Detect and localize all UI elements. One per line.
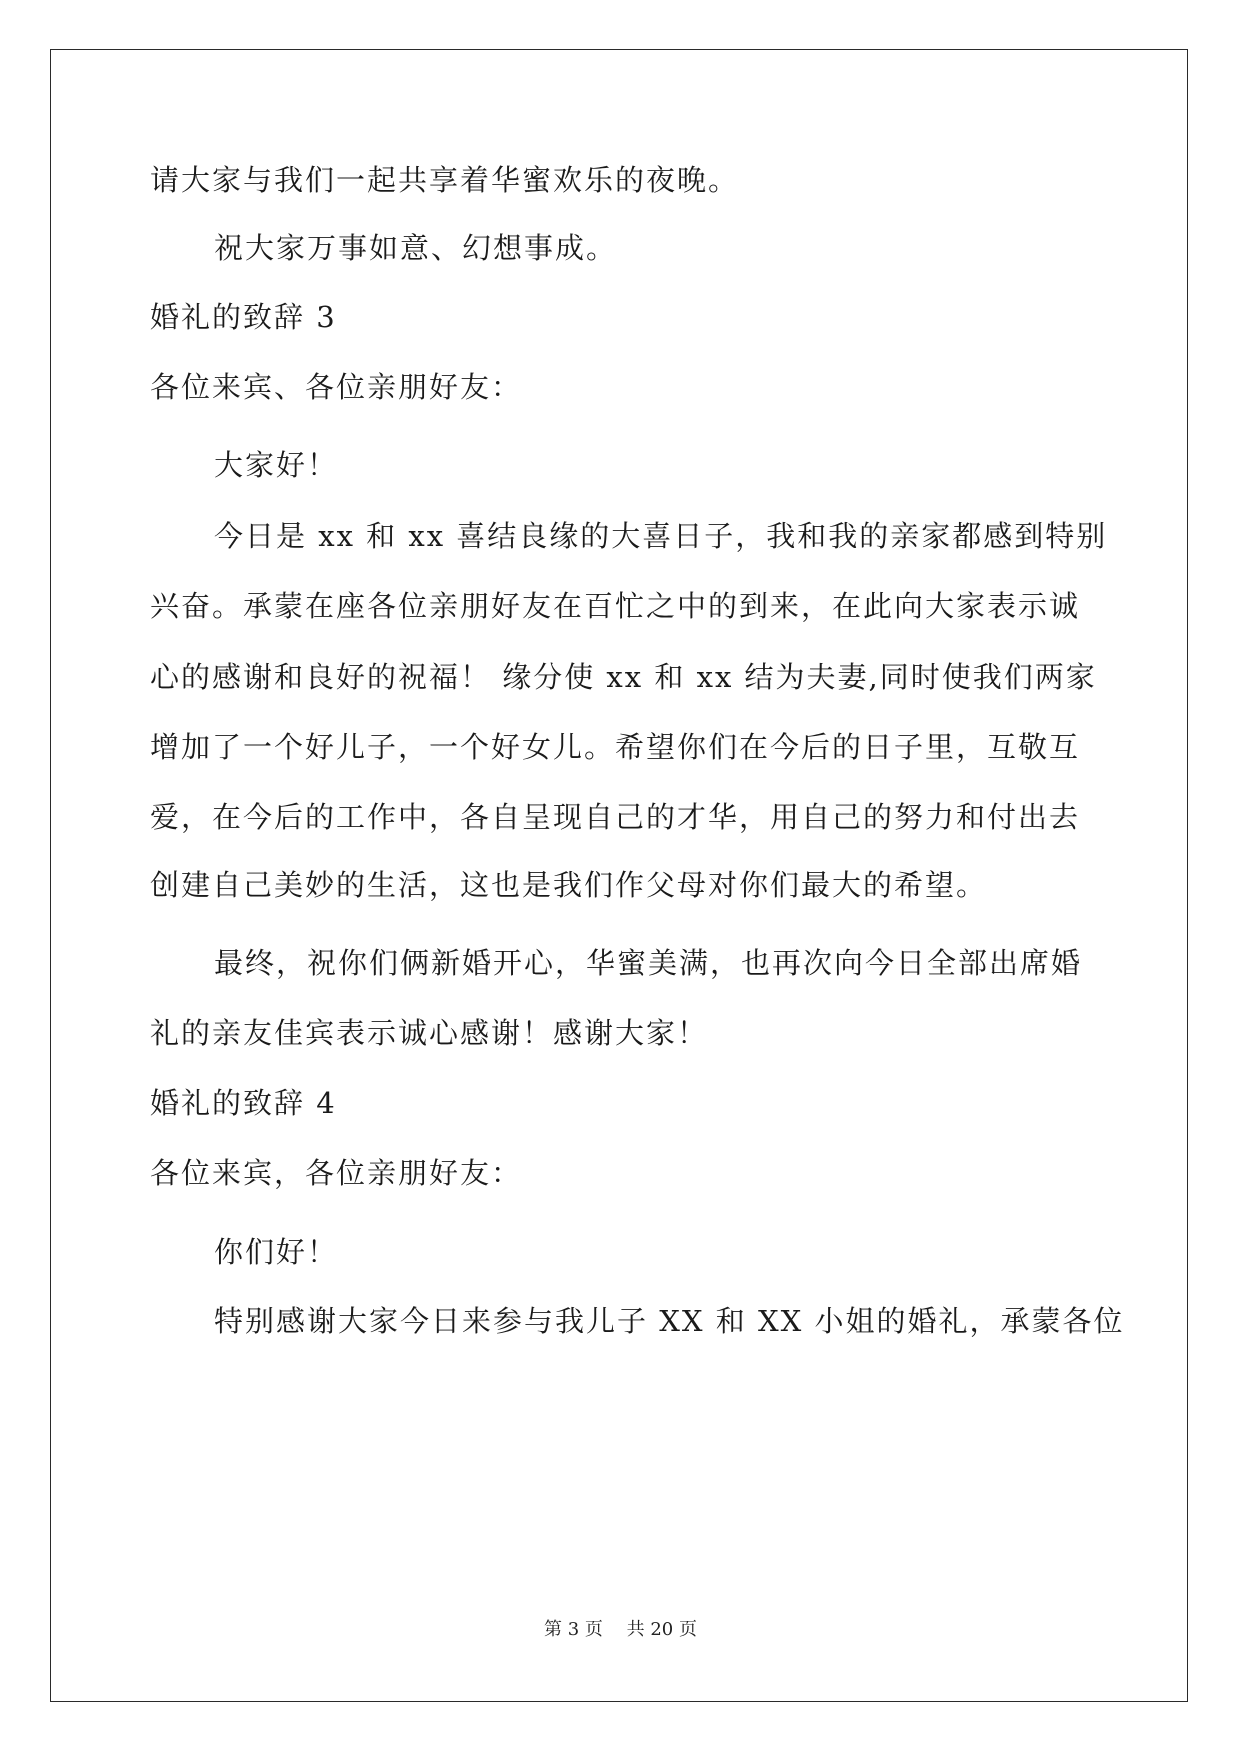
paragraph-line: 心的感谢和良好的祝福！ 缘分使 xx 和 xx 结为夫妻,同时使我们两家 [150,660,1097,694]
paragraph-line: 特别感谢大家今日来参与我儿子 XX 和 XX 小姐的婚礼，承蒙各位 [214,1304,1125,1338]
section-heading: 婚礼的致辞 4 [150,1086,337,1120]
paragraph-line: 祝大家万事如意、幻想事成。 [214,231,618,265]
salutation: 各位来宾，各位亲朋好友： [150,1156,523,1190]
paragraph-line: 爱，在今后的工作中，各自呈现自己的才华，用自己的努力和付出去 [150,800,1081,834]
greeting: 你们好！ [214,1235,339,1269]
paragraph-line: 今日是 xx 和 xx 喜结良缘的大喜日子，我和我的亲家都感到特别 [214,519,1108,553]
paragraph-line: 增加了一个好儿子，一个好女儿。希望你们在今后的日子里，互敬互 [150,730,1081,764]
salutation: 各位来宾、各位亲朋好友： [150,370,523,404]
greeting: 大家好！ [214,448,339,482]
paragraph-line: 礼的亲友佳宾表示诚心感谢！感谢大家！ [150,1016,709,1050]
paragraph-line: 兴奋。承蒙在座各位亲朋好友在百忙之中的到来，在此向大家表示诚 [150,589,1081,623]
page-number-footer: 第 3 页 共 20 页 [544,1619,697,1640]
paragraph-line: 请大家与我们一起共享着华蜜欢乐的夜晚。 [150,163,740,197]
paragraph-line: 创建自己美妙的生活，这也是我们作父母对你们最大的希望。 [150,868,988,902]
paragraph-line: 最终，祝你们俩新婚开心，华蜜美满，也再次向今日全部出席婚 [214,946,1083,980]
section-heading: 婚礼的致辞 3 [150,300,337,334]
